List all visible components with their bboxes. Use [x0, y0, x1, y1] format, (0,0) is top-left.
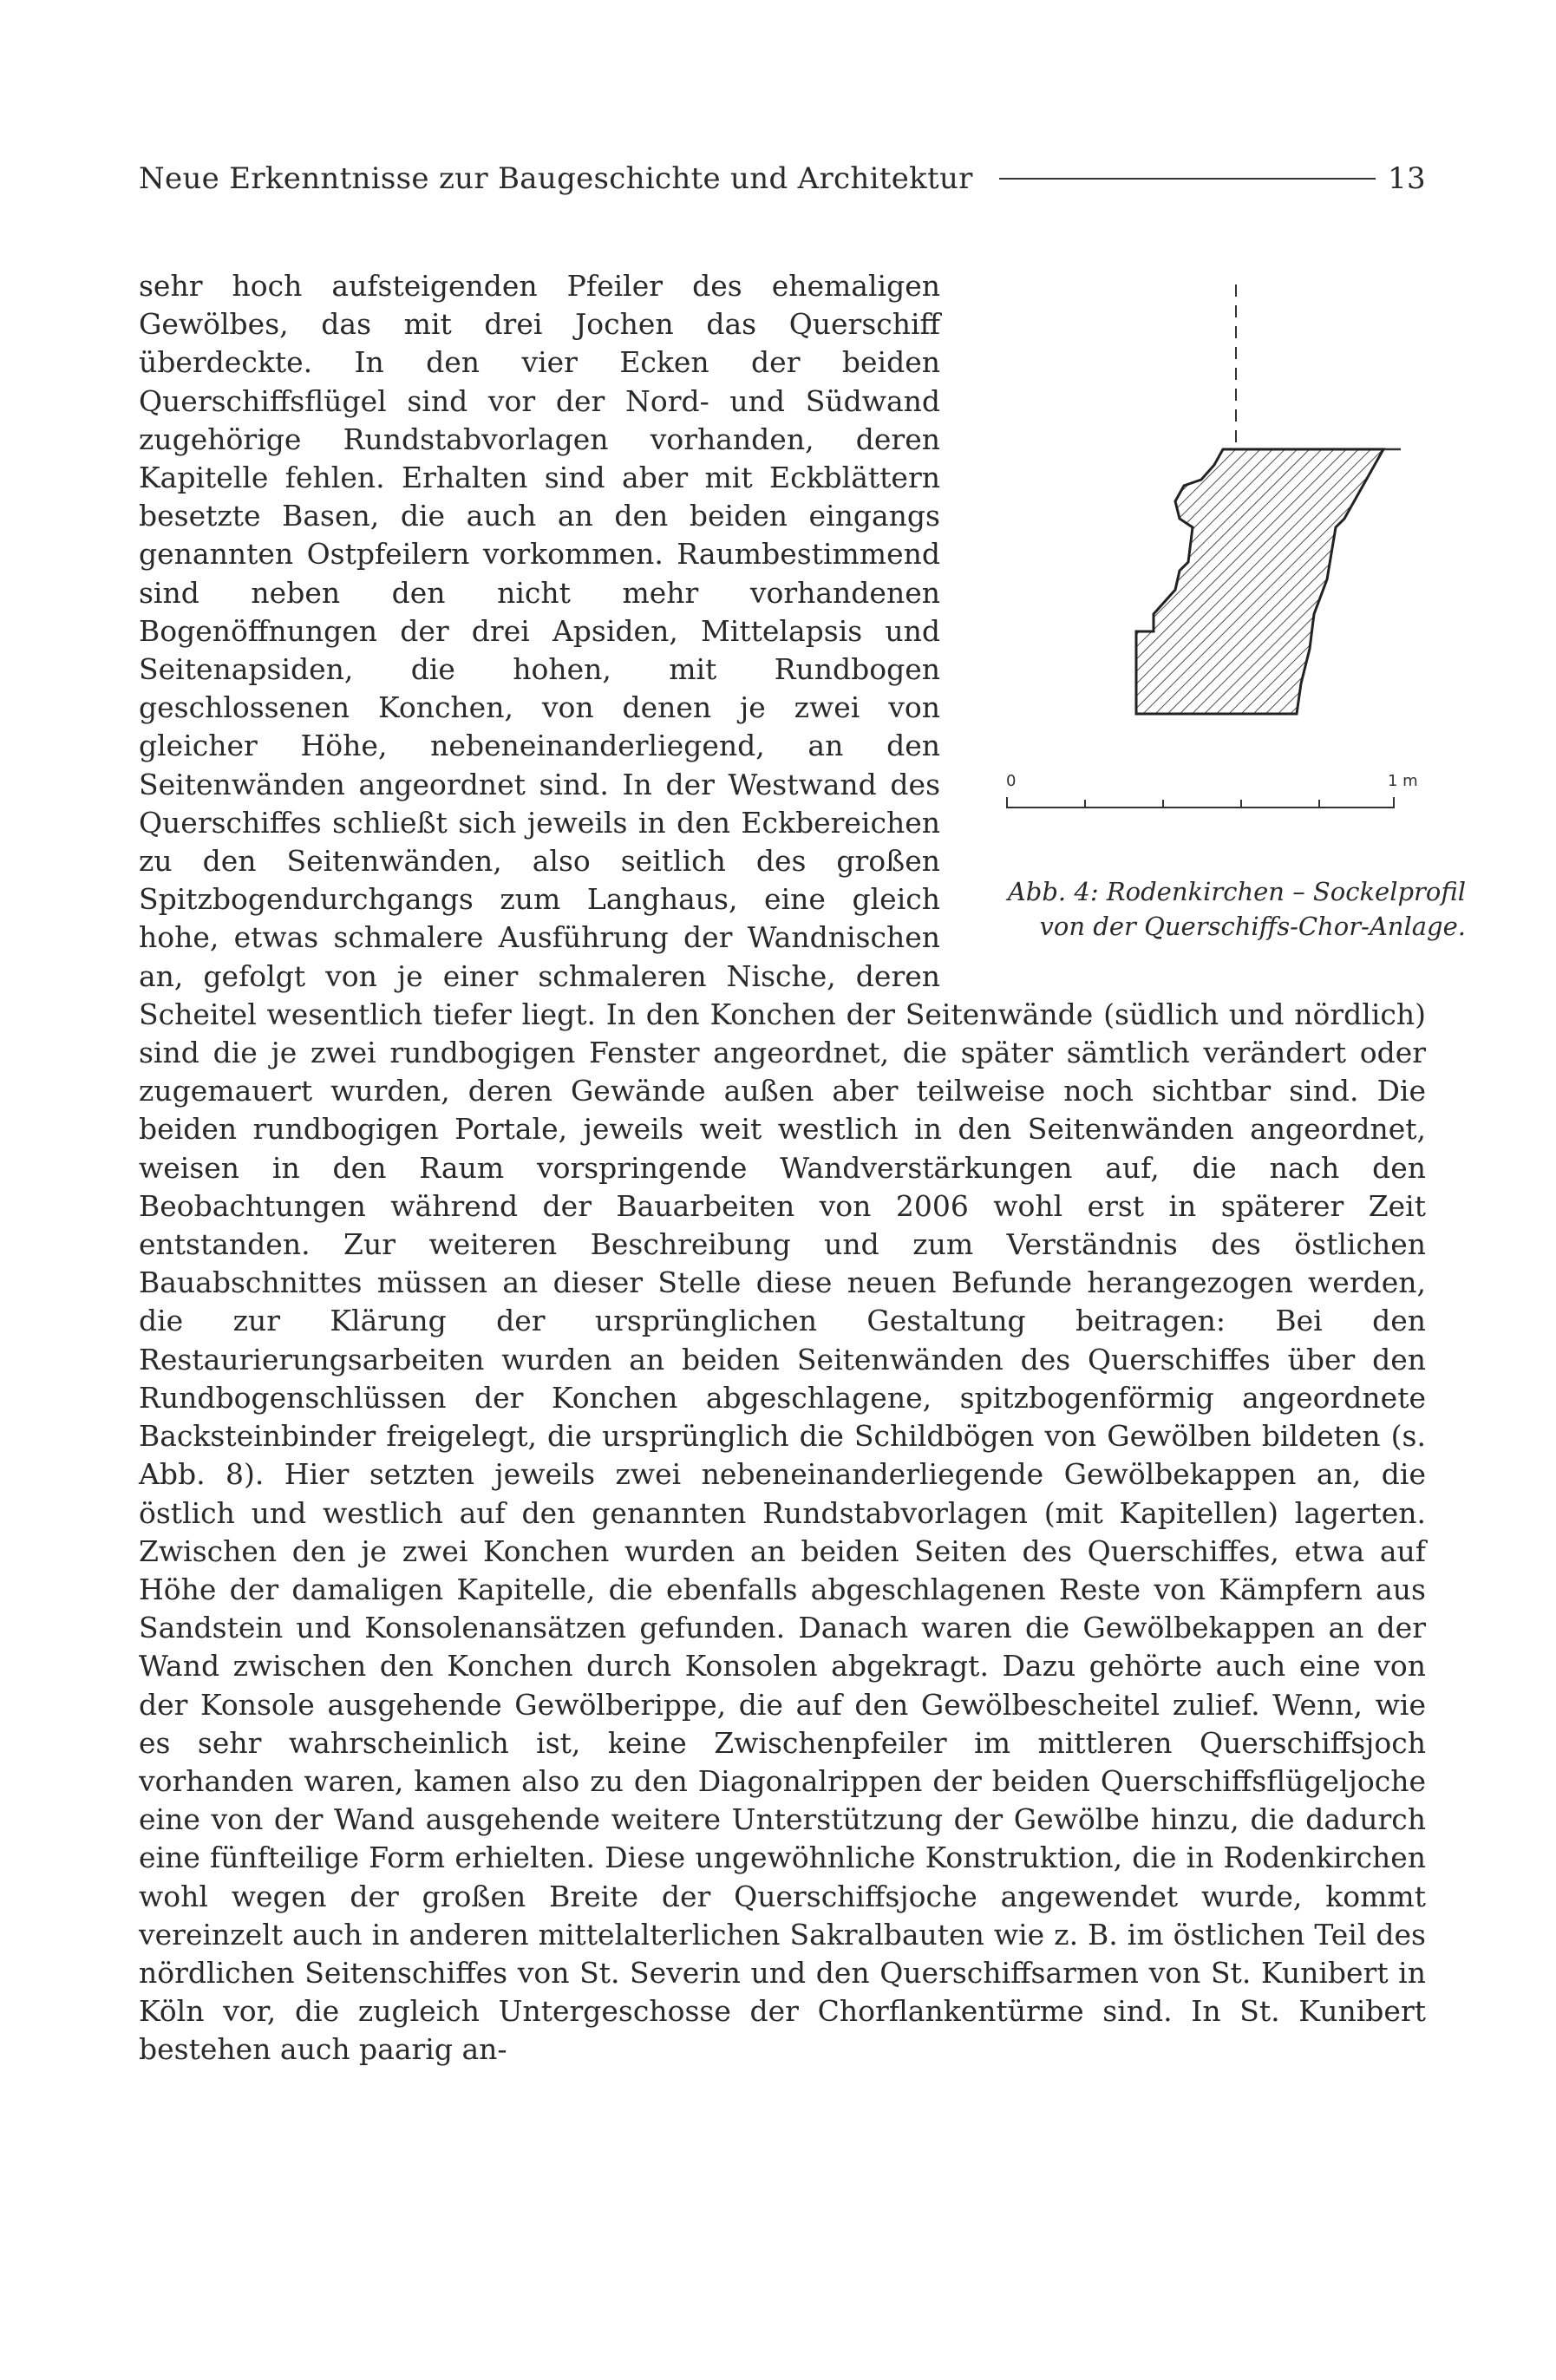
- figure-4: [928, 267, 1466, 978]
- running-title: Neue Erkenntnisse zur Baugeschichte und Architektur: [139, 161, 973, 196]
- figure-caption: [945, 874, 1466, 944]
- scale-tick: [1393, 797, 1395, 808]
- scale-tick: [1006, 797, 1008, 808]
- scale-line: [1006, 807, 1395, 808]
- header-rule: [999, 178, 1376, 180]
- page-number: 13: [1388, 161, 1426, 196]
- scale-bar: [997, 772, 1431, 833]
- scale-start-label: 0: [1006, 772, 1017, 790]
- scale-tick: [1162, 800, 1164, 808]
- caption-line: von der Querschiffs-Chor-Anlage.: [1039, 912, 1466, 941]
- scale-tick: [1318, 800, 1320, 808]
- scale-end-label: 1 m: [1388, 772, 1418, 790]
- base-profile-drawing: [1049, 267, 1405, 762]
- caption-line: Abb. 4: Rodenkirchen – Sockelprofil: [1007, 877, 1466, 906]
- scale-tick: [1084, 800, 1086, 808]
- scale-tick: [1240, 800, 1242, 808]
- body-text: sehr hoch aufsteigenden Pfeiler des ehemaligen Gewölbes, das mit drei Jochen das Querschiff überdeckte. In den vier Ecken der beiden Querschiffsflügel sind vor der Nord- und Südwand zugehörige Rundstabvorlagen vorhanden, deren Kapitelle fehlen. Erhalten sind aber mit Eckblättern besetzte Basen, die auch an den beiden eingangs genannten Ostpfeilern vorkommen. Raumbestimmend sind neben den nicht mehr vorhandenen Bogenöffnungen der drei Apsiden, Mittelapsis und Seitenapsiden, die hohen, mit Rundbogen geschlossenen Konchen, von denen je zwei von gleicher Höhe, nebeneinanderliegend, an den Seitenwänden angeordnet sind. In der Westwand des Querschiffes schließt sich jeweils in den Eckbereichen zu den Seitenwänden, also seitlich des großen Spitzbogendurchgangs zum Langhaus, eine gleich hohe, etwas schmalere Ausführung der Wandnischen an, gefolgt von je einer schmaleren Nische, deren Scheitel wesentlich tiefer liegt. In den Konchen der Seitenwände (südlich und nördlich) sind die je zwei rundbogigen Fenster angeordnet, die später sämtlich verändert oder zugemauert wurden, deren Gewände außen aber teilweise noch sichtbar sind. Die beiden rundbogigen Portale, jeweils weit westlich in den Seitenwänden angeordnet, weisen in den Raum vorspringende Wandverstärkungen auf, die nach den Beobachtungen während der Bauarbeiten von 2006 wohl erst in späterer Zeit entstanden. Zur weiteren Beschreibung und zum Verständnis des östlichen Bauabschnittes müssen an dieser Stelle diese neuen Befunde herangezogen werden, die zur Klärung der ursprünglichen Gestaltung beitragen: Bei den Restaurierungsarbeiten wurden an beiden Seitenwänden des Querschiffes über den Rundbogenschlüssen der Konchen abgeschlagene, spitzbogenförmig angeordnete Backsteinbinder freigelegt, die ursprünglich die Schildbögen von Gewölben bildeten (s. Abb. 8). Hier setzten jeweils zwei nebeneinanderliegende Gewölbekappen an, die östlich und westlich auf den genannten Rundstabvorlagen (mit Kapitellen) lagerten. Zwischen den je zwei Konchen wurden an beiden Seiten des Querschiffes, etwa auf Höhe der damaligen Kapitelle, die ebenfalls abgeschlagenen Reste von Kämpfern aus Sandstein und Konsolenansätzen gefunden. Danach waren die Gewölbekappen an der Wand zwischen den Konchen durch Konsolen abgekragt. Dazu gehörte auch eine von der Konsole ausgehende Gewölberippe, die auf den Gewölbescheitel zulief. Wenn, wie es sehr wahrscheinlich ist, keine Zwischenpfeiler im mittleren Querschiffsjoch vorhanden waren, kamen also zu den Diagonalrippen der beiden Querschiffsflügeljoche eine von der Wand ausgehende weitere Unterstützung der Gewölbe hinzu, die dadurch eine fünfteilige Form erhielten. Diese ungewöhnliche Konstruktion, die in Rodenkirchen wohl wegen der großen Breite der Querschiffsjoche angewendet wurde, kommt vereinzelt auch in anderen mittelalterlichen Sakralbauten wie z. B. im östlichen Teil des nördlichen Seitenschiffes von St. Severin und den Querschiffsarmen von St. Kunibert in Köln vor, die zugleich Untergeschosse der Chorflankentürme sind. In St. Kunibert bestehen auch paarig an-: [139, 269, 1426, 2067]
- running-header: [139, 154, 1426, 203]
